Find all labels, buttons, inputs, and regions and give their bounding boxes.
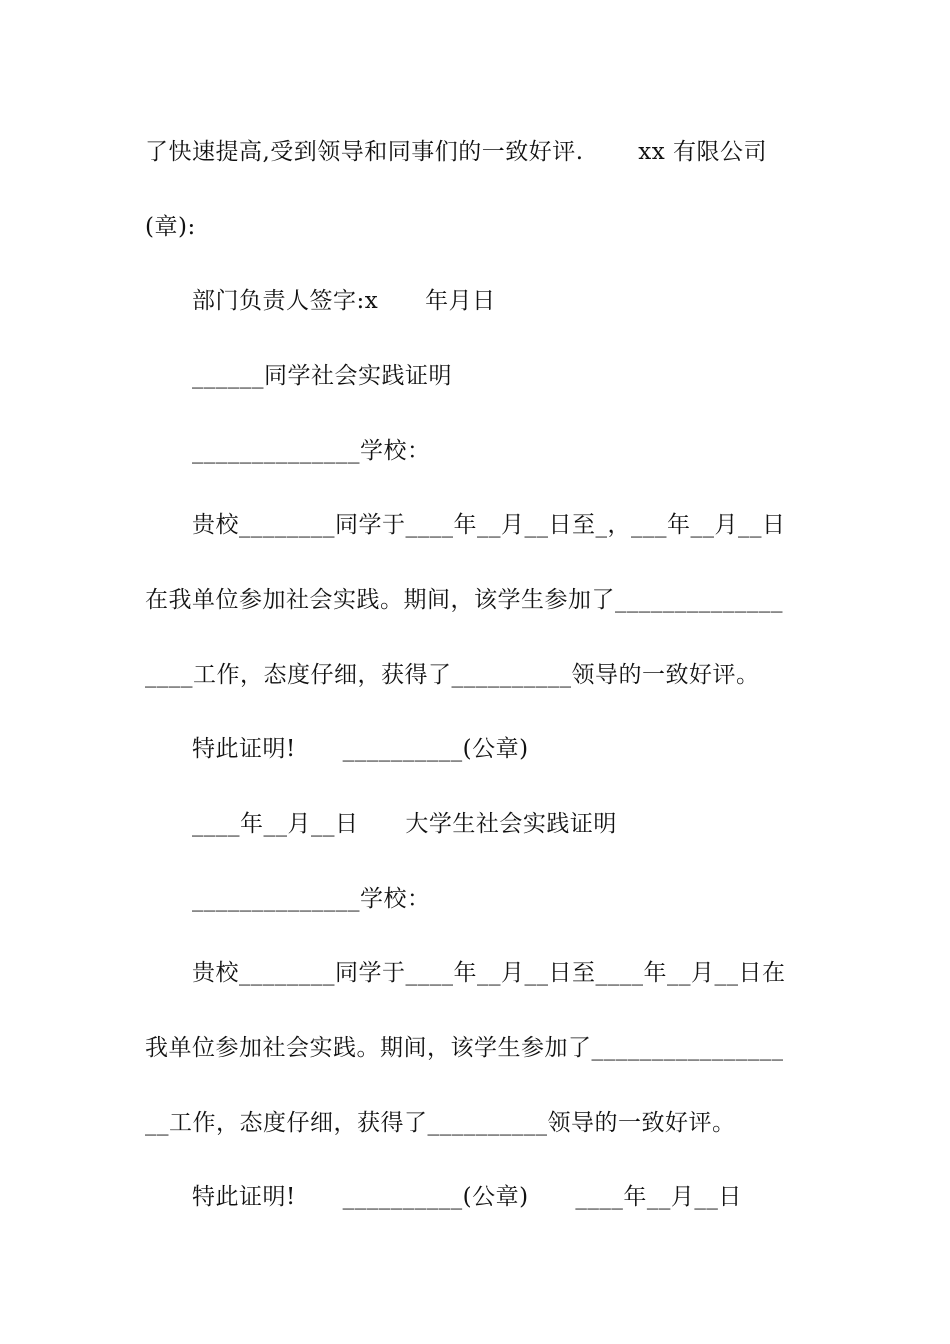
certify-line-2: 特此证明! __________(公章) ____年__月__日 [192, 1184, 742, 1210]
text-line-8: ____工作，态度仔细，获得了__________领导的一致好评。 [145, 662, 760, 688]
date-and-heading-2: ____年__月__日 大学生社会实践证明 [192, 811, 617, 837]
school-salutation-1: ______________学校： [192, 438, 431, 464]
school-salutation-2: ______________学校： [192, 886, 431, 912]
text-line-3: 部门负责人签字:x 年月日 [192, 288, 496, 314]
certify-line-1: 特此证明! __________(公章) [192, 736, 529, 762]
text-line-14: __工作，态度仔细，获得了__________领导的一致好评。 [145, 1110, 736, 1136]
text-line-13: 我单位参加社会实践。期间，该学生参加了________________ [145, 1035, 784, 1061]
text-line-12: 贵校________同学于____年__月__日至____年__月__日在 [192, 960, 786, 986]
text-line-6: 贵校________同学于____年__月__日至_，___年__月__日 [192, 512, 786, 538]
text-line-1: 了快速提高,受到领导和同事们的一致好评. xx 有限公司 [145, 139, 768, 165]
text-line-7: 在我单位参加社会实践。期间，该学生参加了______________ [145, 587, 783, 613]
certificate-heading-1: ______同学社会实践证明 [192, 363, 452, 389]
text-line-2: (章): [145, 214, 196, 240]
